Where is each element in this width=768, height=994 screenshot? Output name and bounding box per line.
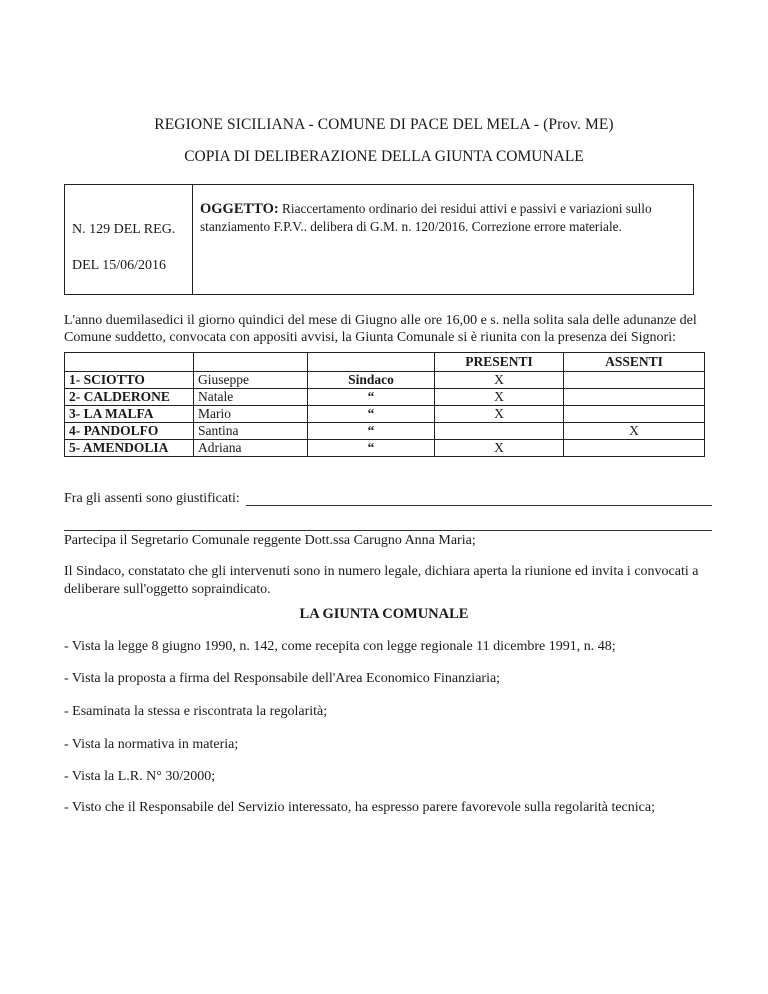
member-role: “ [308,440,435,457]
justified-absences-line-2 [64,530,712,531]
header-assenti: ASSENTI [564,353,705,372]
subject-text: Riaccertamento ordinario dei residui attivi e passivi e variazioni sullo stanziamento F.P.V.. delibera di G.M. n. 120/2016. Correzione errore materiale. [200,201,652,234]
recital-2: - Vista la proposta a firma del Responsabile dell'Area Economico Finanziaria; [64,671,501,686]
member-firstname: Giuseppe [194,372,308,389]
justified-absences-line [246,505,712,506]
table-row [65,389,705,406]
member-firstname: Adriana [194,440,308,457]
member-surname: 2- CALDERONE [65,389,194,406]
member-role: “ [308,389,435,406]
attendance-table [64,352,705,457]
table-row [65,423,705,440]
member-surname: 3- LA MALFA [65,406,194,423]
member-firstname: Santina [194,423,308,440]
subject-label: OGGETTO: [200,201,279,217]
document-title: COPIA DI DELIBERAZIONE DELLA GIUNTA COMUNALE [184,148,584,165]
member-firstname: Mario [194,406,308,423]
region-heading: REGIONE SICILIANA - COMUNE DI PACE DEL MELA - (Prov. ME) [154,116,614,133]
recital-6: - Visto che il Responsabile del Servizio interessato, ha espresso parere favorevole sulla regolarità tecnica; [64,800,655,815]
recital-3: - Esaminata la stessa e riscontrata la regolarità; [64,704,328,719]
header-presenti: PRESENTI [435,353,564,372]
giunta-heading: LA GIUNTA COMUNALE [299,606,469,622]
present-mark: X [435,440,564,457]
member-surname: 5- AMENDOLIA [65,440,194,457]
member-role: Sindaco [308,372,435,389]
subject-block [200,200,688,235]
present-mark: X [435,389,564,406]
table-row [65,372,705,389]
intro-paragraph: L'anno duemilasedici il giorno quindici del mese di Giugno alle ore 16,00 e s. nella solita sala delle adunanze del Comune suddetto, convocata con appositi avvisi, la Giunta Comunale si è riunita con la presenza dei Signori: [64,313,697,345]
mayor-paragraph: Il Sindaco, constatato che gli intervenuti sono in numero legale, dichiara aperta la riunione ed invita i convocati a deliberare sull'oggetto sopraindicato. [64,564,699,597]
recital-5: - Vista la L.R. N° 30/2000; [64,769,216,784]
present-mark: X [435,406,564,423]
member-surname: 1- SCIOTTO [65,372,194,389]
recital-1: - Vista la legge 8 giugno 1990, n. 142, come recepita con legge regionale 11 dicembre 1991, n. 48; [64,639,616,654]
absent-mark [564,406,705,423]
member-firstname: Natale [194,389,308,406]
table-header-row [65,353,705,372]
recital-4: - Vista la normativa in materia; [64,737,239,752]
box-divider [192,185,193,294]
resolution-date: DEL 15/06/2016 [72,258,166,273]
absent-mark [564,389,705,406]
absent-mark [564,440,705,457]
table-row [65,440,705,457]
table-row [65,406,705,423]
present-mark: X [435,372,564,389]
secretary-paragraph: Partecipa il Segretario Comunale reggente Dott.ssa Carugno Anna Maria; [64,533,476,548]
member-surname: 4- PANDOLFO [65,423,194,440]
absent-mark: X [564,423,705,440]
registry-number: N. 129 DEL REG. [72,222,176,237]
justified-absences-label: Fra gli assenti sono giustificati: [64,491,240,506]
present-mark [435,423,564,440]
absent-mark [564,372,705,389]
member-role: “ [308,406,435,423]
member-role: “ [308,423,435,440]
